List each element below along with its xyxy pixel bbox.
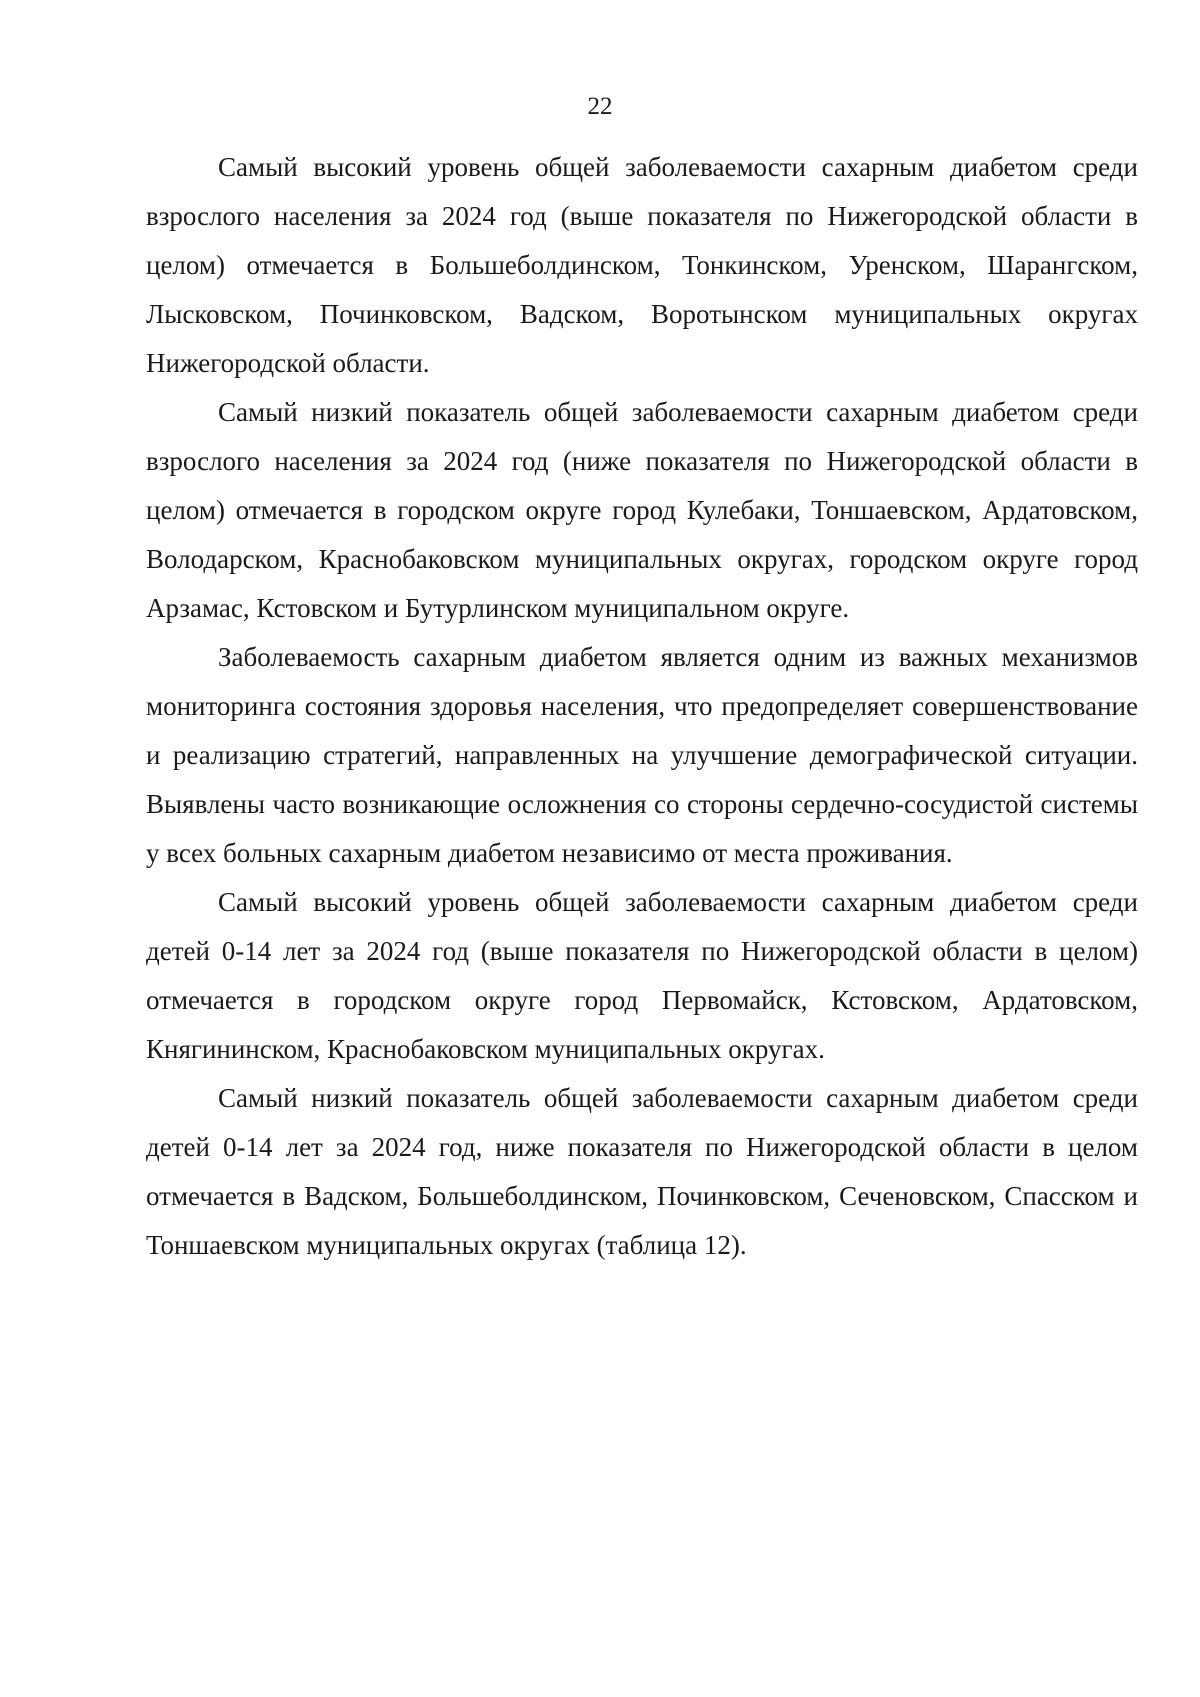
page-number: 22 bbox=[587, 93, 613, 120]
paragraph-children-highest: Самый высокий уровень общей заболеваемости сахарным диабетом среди детей 0-14 лет за 2024 год (выше показателя по Нижегородской области в целом) отмечается в городском округе город Первомайск, Кстовском, Ардатовском, Княгининском, Краснобаковском муниципальных округах. bbox=[146, 887, 1138, 1064]
paragraph-monitoring: Заболеваемость сахарным диабетом является одним из важных механизмов мониторинга состояния здоровья населения, что предопределяет совершенствование и реализацию стратегий, направленных на улучшение демографической ситуации. Выявлены часто возникающие осложнения со стороны сердечно-сосудистой системы у всех больных сахарным диабетом независимо от места проживания. bbox=[146, 642, 1138, 868]
document-body bbox=[146, 143, 1138, 1270]
paragraph-adult-lowest: Самый низкий показатель общей заболеваемости сахарным диабетом среди взрослого населения за 2024 год (ниже показателя по Нижегородской области в целом) отмечается в городском округе город Кулебаки, Тоншаевском, Ардатовском, Володарском, Краснобаковском муниципальных округах, городском округе город Арзамас, Кстовском и Бутурлинском муниципальном округе. bbox=[146, 397, 1138, 623]
paragraph-adult-highest: Самый высокий уровень общей заболеваемости сахарным диабетом среди взрослого населения за 2024 год (выше показателя по Нижегородской области в целом) отмечается в Большеболдинском, Тонкинском, Уренском, Шарангском, Лысковском, Починковском, Вадском, Воротынском муниципальных округах Нижегородской области. bbox=[146, 152, 1138, 378]
paragraph-children-lowest: Самый низкий показатель общей заболеваемости сахарным диабетом среди детей 0-14 лет за 2024 год, ниже показателя по Нижегородской области в целом отмечается в Вадском, Большеболдинском, Починковском, Сеченовском, Спасском и Тоншаевском муниципальных округах (таблица 12). bbox=[146, 1083, 1138, 1260]
